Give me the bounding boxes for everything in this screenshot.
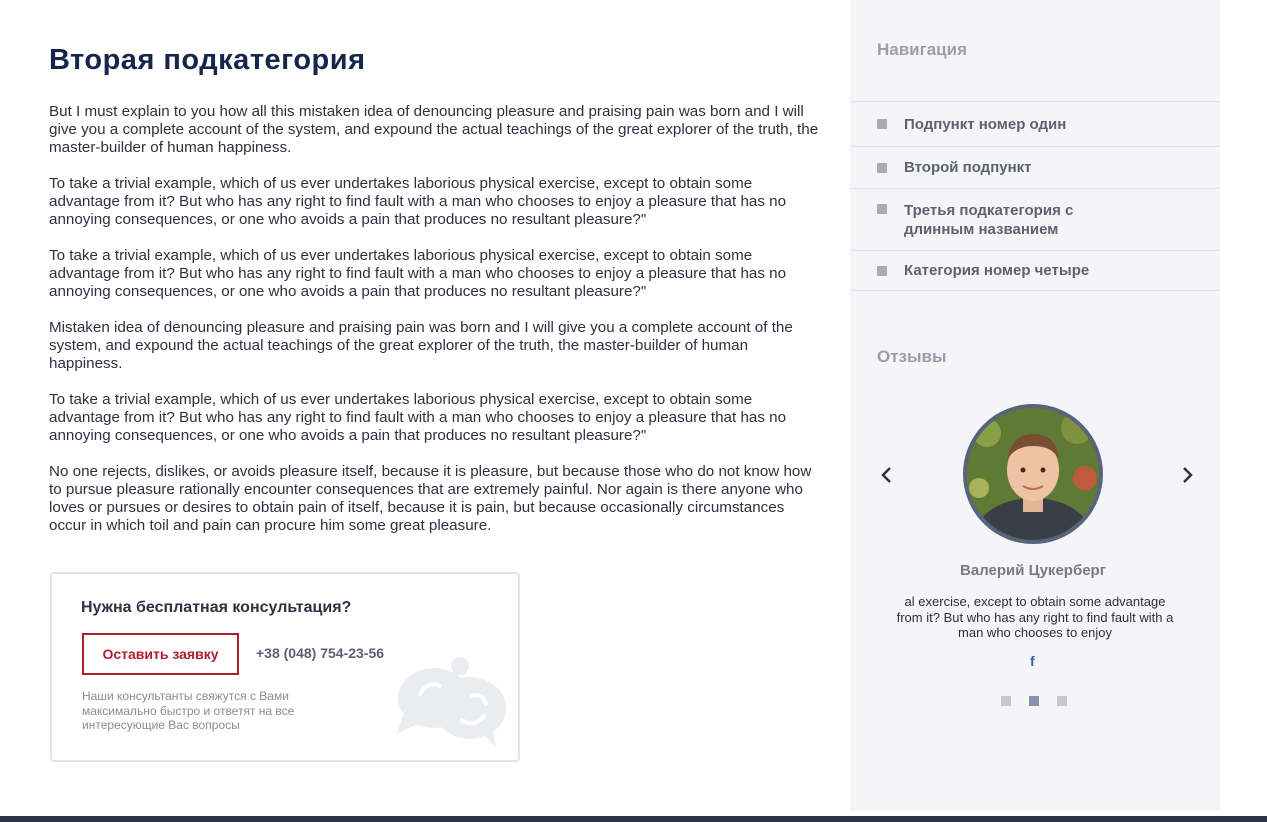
chat-bubbles-icon xyxy=(392,656,512,751)
slider-dot[interactable] xyxy=(1001,696,1011,706)
slider-pagination xyxy=(1001,696,1067,706)
sidebar-item-label: Подпункт номер один xyxy=(904,115,1067,133)
slider-dot[interactable] xyxy=(1057,696,1067,706)
article-paragraph: But I must explain to you how all this mistaken idea of denouncing pleasure and praising pain was born and I will give you a complete account of the system, and expound the actual teachings of the great explorer of the truth, the master-builder of human happiness. xyxy=(49,103,819,156)
slider-dot-active[interactable] xyxy=(1029,696,1039,706)
phone-number-link[interactable]: +38 (048) 754-23-56 xyxy=(256,645,385,661)
review-text: al exercise, except to obtain some advantage from it? But who has any right to find fault with a man who chooses to enjoy xyxy=(896,594,1174,640)
chevron-right-icon[interactable] xyxy=(1177,465,1197,485)
consultation-title: Нужна бесплатная консультация? xyxy=(81,599,352,616)
article-paragraph: To take a trivial example, which of us ever undertakes laborious physical exercise, except to obtain some advantage from it? But who has any right to find fault with a man who chooses to enjoy a pleasure that has no annoying consequences, or one who avoids a pain that produces no resultant pleasure?" xyxy=(49,391,787,444)
reviewer-photo xyxy=(967,408,1099,540)
reviewer-avatar xyxy=(963,404,1103,544)
article-body xyxy=(49,103,824,553)
facebook-icon[interactable]: f xyxy=(1030,653,1035,669)
square-bullet-icon xyxy=(877,119,887,129)
sidebar-item-label: Категория номер четыре xyxy=(904,262,1090,279)
chevron-left-icon[interactable] xyxy=(877,465,897,485)
square-bullet-icon xyxy=(877,266,887,276)
article-paragraph: Mistaken idea of denouncing pleasure and praising pain was born and I will give you a complete account of the system, and expound the actual teachings of the great explorer of the truth, the master-builder of human happiness. xyxy=(49,319,793,372)
navigation-heading: Навигация xyxy=(877,40,967,59)
sidebar-item-label: Второй подпункт xyxy=(904,159,1032,176)
reviews-heading: Отзывы xyxy=(877,347,947,366)
sidebar-item-1[interactable] xyxy=(850,102,1220,147)
footer-bar xyxy=(0,816,1267,822)
sidebar-item-4[interactable] xyxy=(850,251,1220,291)
sidebar-item-label: Третья подкатегория с длинным названием xyxy=(904,202,1074,238)
reviewer-name: Валерий Цукерберг xyxy=(960,562,1106,579)
article-paragraph: To take a trivial example, which of us ever undertakes laborious physical exercise, except to obtain some advantage from it? But who has any right to find fault with a man who chooses to enjoy a pleasure that has no annoying consequences, or one who avoids a pain that produces no resultant pleasure?" xyxy=(49,175,787,228)
square-bullet-icon xyxy=(877,163,887,173)
consultation-box xyxy=(50,572,520,762)
article-paragraph: No one rejects, dislikes, or avoids pleasure itself, because it is pleasure, but because those who do not know how to pursue pleasure rationally encounter consequences that are extremely painful. Nor again is there anyone who loves or pursues or desires to obtain pain of itself, because it is pain, but because occasionally circumstances occur in which toil and pain can procure him some great pleasure. xyxy=(49,463,812,534)
sidebar-nav xyxy=(850,101,1220,291)
sidebar-item-3[interactable] xyxy=(850,189,1220,251)
sidebar xyxy=(850,0,1220,811)
page-title: Вторая подкатегория xyxy=(49,44,366,76)
article-paragraph: To take a trivial example, which of us ever undertakes laborious physical exercise, except to obtain some advantage from it? But who has any right to find fault with a man who chooses to enjoy a pleasure that has no annoying consequences, or one who avoids a pain that produces no resultant pleasure?" xyxy=(49,247,787,300)
square-bullet-icon xyxy=(877,204,887,214)
consultation-note: Наши консультанты свяжутся с Вами максимально быстро и ответят на все интересующие Вас вопросы xyxy=(82,689,295,732)
sidebar-item-2[interactable] xyxy=(850,147,1220,189)
leave-request-button[interactable]: Оставить заявку xyxy=(82,633,239,675)
